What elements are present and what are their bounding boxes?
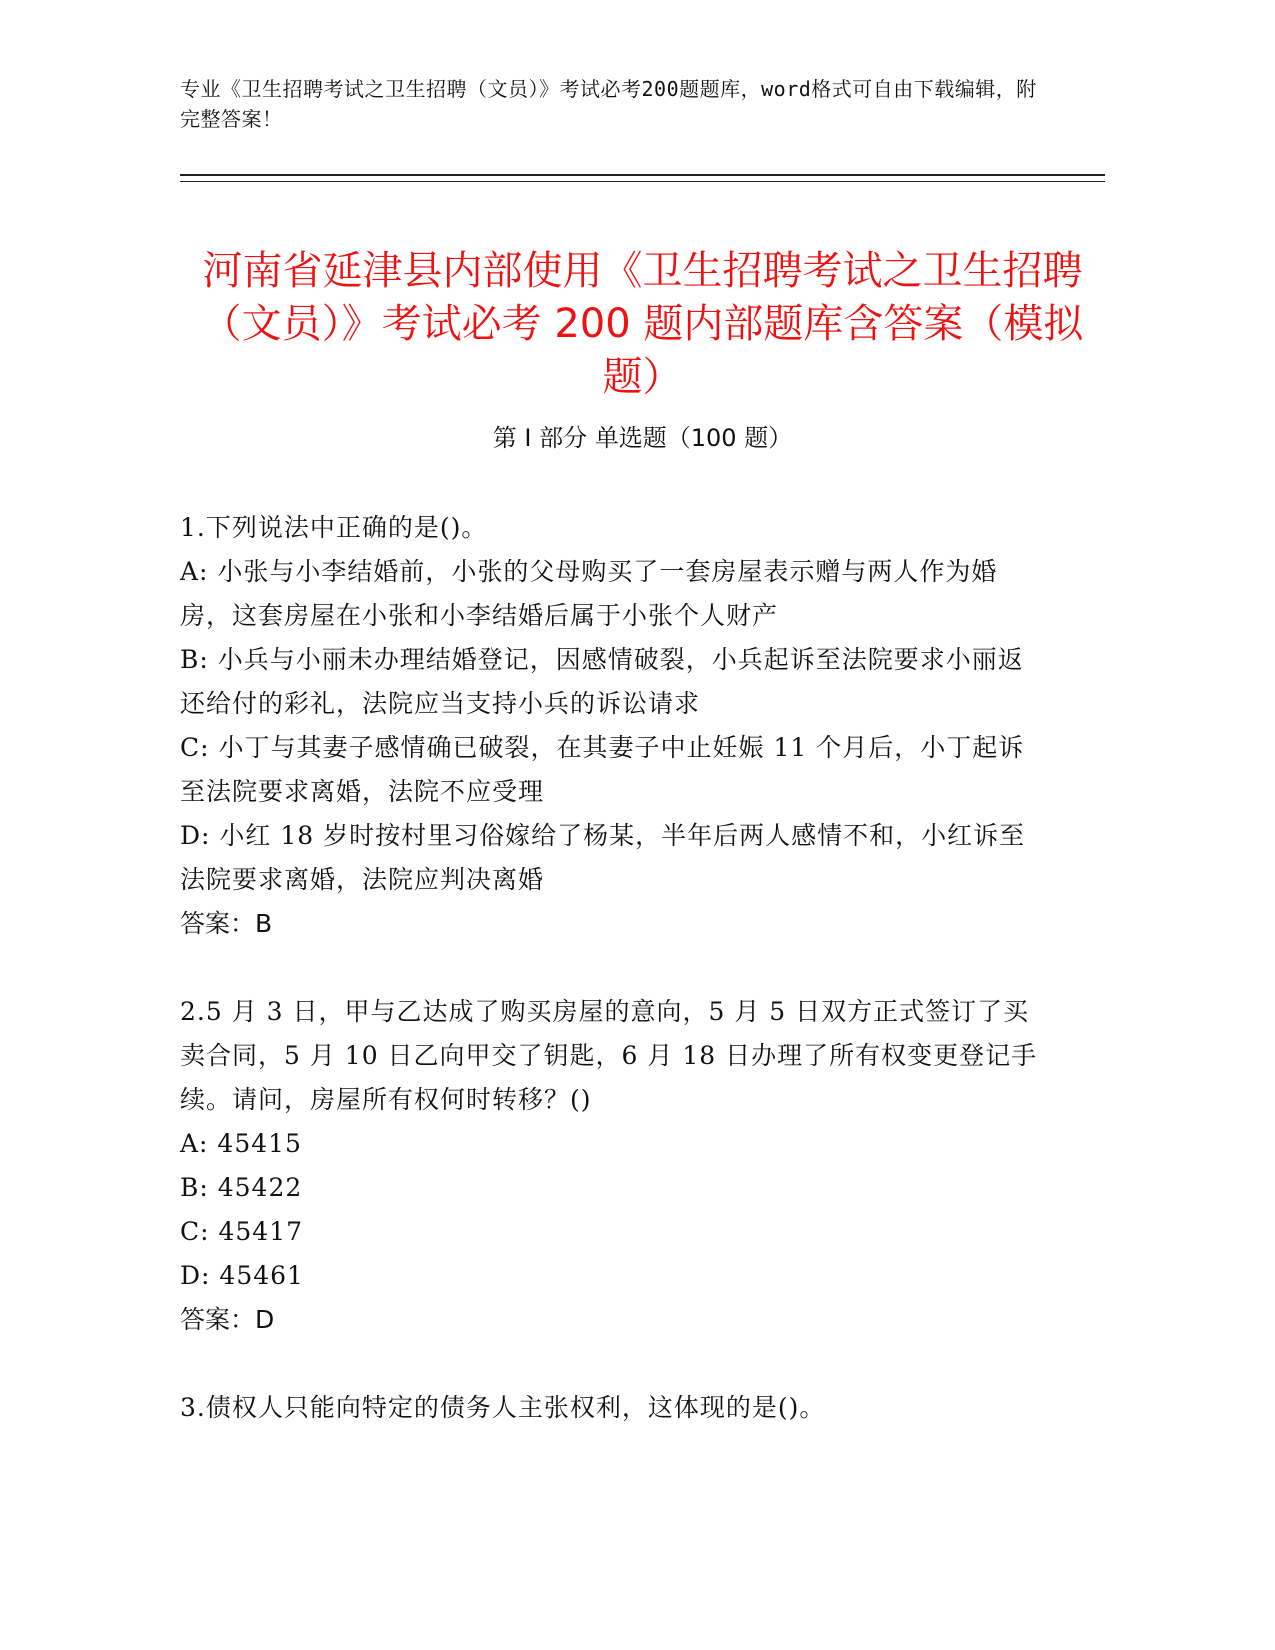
document-title: 河南省延津县内部使用《卫生招聘考试之卫生招聘（文员）》考试必考 200 题内部题库含答案（模拟题） — [201, 247, 1084, 400]
option-c: C: 小丁与其妻子感情确已破裂，在其妻子中止妊娠 11 个月后，小丁起诉至法院要求离婚，法院不应受理 — [180, 733, 1025, 806]
option-c: C: 45417 — [180, 1217, 304, 1246]
option-a: A: 小张与小李结婚前，小张的父母购买了一套房屋表示赠与两人作为婚房，这套房屋在小张和小李结婚后属于小张个人财产 — [180, 557, 998, 630]
option-d: D: 45461 — [180, 1261, 304, 1290]
question-2 — [180, 990, 1040, 1342]
question-stem: 1.下列说法中正确的是()。 — [180, 513, 488, 542]
option-a: A: 45415 — [180, 1129, 302, 1158]
question-3 — [180, 1386, 1040, 1430]
answer: 答案：D — [180, 1305, 275, 1334]
header-divider-thin — [180, 181, 1105, 182]
option-d: D: 小红 18 岁时按村里习俗嫁给了杨某，半年后两人感情不和，小红诉至法院要求离婚，法院应判决离婚 — [180, 821, 1026, 894]
section-title: 第 I 部分 单选题（100 题） — [492, 424, 793, 452]
question-list — [180, 506, 1040, 1474]
question-1 — [180, 506, 1040, 946]
header-note: 专业《卫生招聘考试之卫生招聘（文员）》考试必考200题题库，word格式可自由下载编辑，附完整答案！ — [180, 77, 1037, 131]
answer: 答案：B — [180, 909, 273, 938]
header-divider-thick — [180, 174, 1105, 176]
option-b: B: 小兵与小丽未办理结婚登记，因感情破裂，小兵起诉至法院要求小丽返还给付的彩礼，法院应当支持小兵的诉讼请求 — [180, 645, 1024, 718]
question-stem: 3.债权人只能向特定的债务人主张权利，这体现的是()。 — [180, 1393, 826, 1422]
question-stem: 2.5 月 3 日，甲与乙达成了购买房屋的意向，5 月 5 日双方正式签订了买卖合同，5 月 10 日乙向甲交了钥匙，6 月 18 日办理了所有权变更登记手续。请问，房屋所有权何时转移？() — [180, 997, 1038, 1114]
option-b: B: 45422 — [180, 1173, 303, 1202]
